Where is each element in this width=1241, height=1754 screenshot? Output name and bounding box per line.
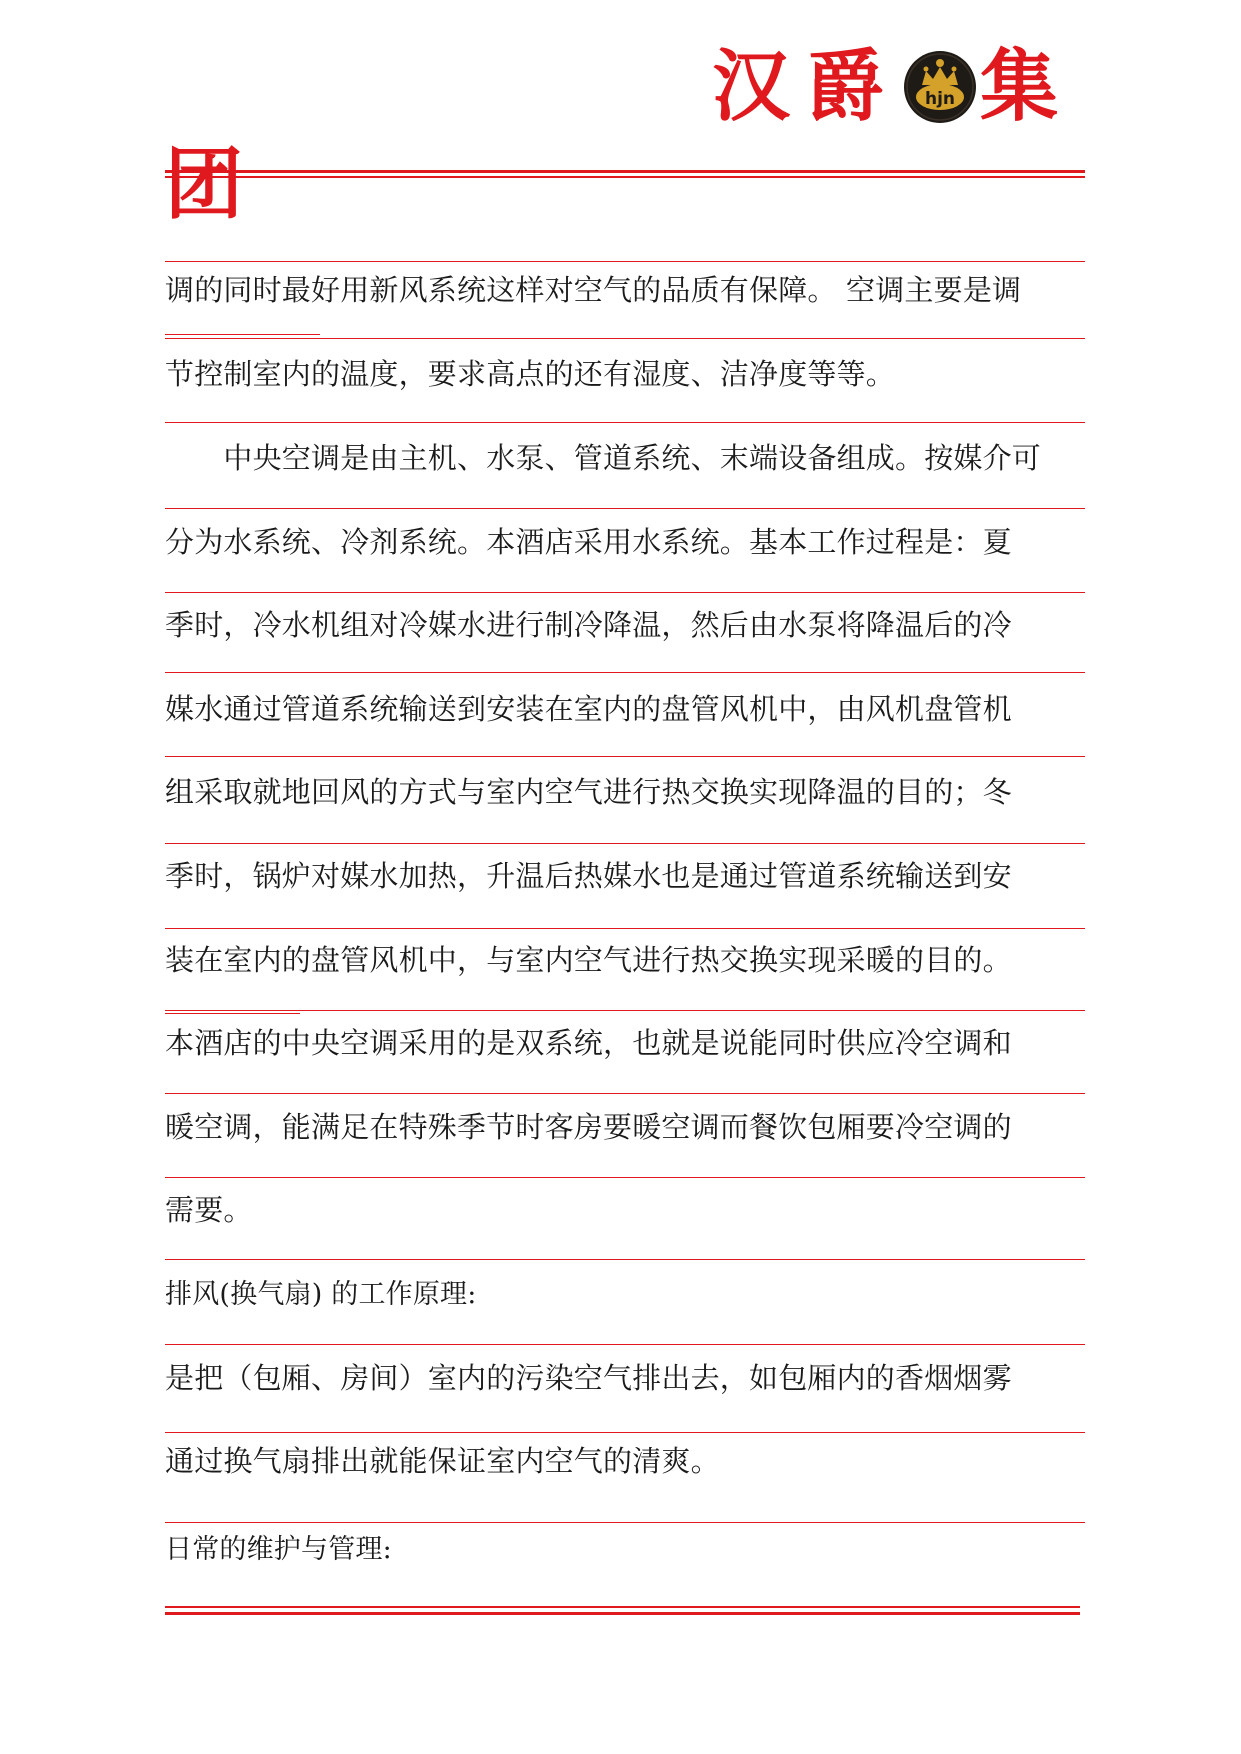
text-line: 调的同时最好用新风系统这样对空气的品质有保障。 空调主要是调 — [165, 273, 1022, 307]
line-rule-short — [165, 334, 320, 335]
header-rule-top — [165, 170, 1085, 173]
text-line: 本酒店的中央空调采用的是双系统，也就是说能同时供应冷空调和 — [165, 1026, 1012, 1060]
footer-rule-top — [165, 1606, 1080, 1608]
line-rule — [165, 422, 1085, 423]
line-rule — [165, 1177, 1085, 1178]
line-rule — [165, 1010, 1085, 1011]
text-line: 季时，冷水机组对冷媒水进行制冷降温，然后由水泵将降温后的冷 — [165, 608, 1012, 642]
section-heading-maintenance: 日常的维护与管理: — [165, 1534, 392, 1565]
line-rule — [165, 756, 1085, 757]
line-rule — [165, 592, 1085, 593]
logo-text: hjn — [924, 89, 956, 109]
text-line: 组采取就地回风的方式与室内空气进行热交换实现降温的目的；冬 — [165, 775, 1012, 809]
text-line: 通过换气扇排出就能保证室内空气的清爽。 — [165, 1444, 720, 1478]
line-rule — [165, 1259, 1085, 1260]
line-rule — [165, 1522, 1085, 1523]
brand-char-tuan: 团 — [165, 140, 244, 230]
company-logo — [900, 45, 980, 125]
line-rule — [165, 261, 1085, 262]
header-rule-bottom — [165, 176, 1085, 178]
text-line: 装在室内的盘管风机中，与室内空气进行热交换实现采暖的目的。 — [165, 943, 1012, 977]
line-rule — [165, 1344, 1085, 1345]
line-rule — [165, 338, 1085, 339]
text-line: 节控制室内的温度，要求高点的还有湿度、洁净度等等。 — [165, 357, 896, 391]
line-rule — [165, 1432, 1085, 1433]
text-line: 是把（包厢、房间）室内的污染空气排出去，如包厢内的香烟烟雾 — [165, 1361, 1012, 1395]
text-line: 中央空调是由主机、水泵、管道系统、末端设备组成。按媒介可 — [165, 441, 1042, 475]
section-heading-exhaust: 排风(换气扇) 的工作原理: — [165, 1279, 477, 1310]
text-line: 暖空调，能满足在特殊季节时客房要暖空调而餐饮包厢要冷空调的 — [165, 1110, 1012, 1144]
line-rule — [165, 928, 1085, 929]
text-line: 季时，锅炉对媒水加热，升温后热媒水也是通过管道系统输送到安 — [165, 859, 1012, 893]
line-rule — [165, 672, 1085, 673]
line-rule — [165, 508, 1085, 509]
text-line: 需要。 — [165, 1193, 253, 1227]
line-rule-short — [165, 1013, 300, 1014]
brand-char-jue: 爵 — [806, 42, 885, 132]
line-rule — [165, 843, 1085, 844]
footer-rule-bottom — [165, 1612, 1080, 1615]
brand-char-han: 汉 — [712, 42, 791, 132]
brand-char-ji: 集 — [980, 42, 1059, 132]
text-line: 分为水系统、冷剂系统。本酒店采用水系统。基本工作过程是：夏 — [165, 525, 1012, 559]
text-line: 媒水通过管道系统输送到安装在室内的盘管风机中，由风机盘管机 — [165, 692, 1012, 726]
line-rule — [165, 1093, 1085, 1094]
